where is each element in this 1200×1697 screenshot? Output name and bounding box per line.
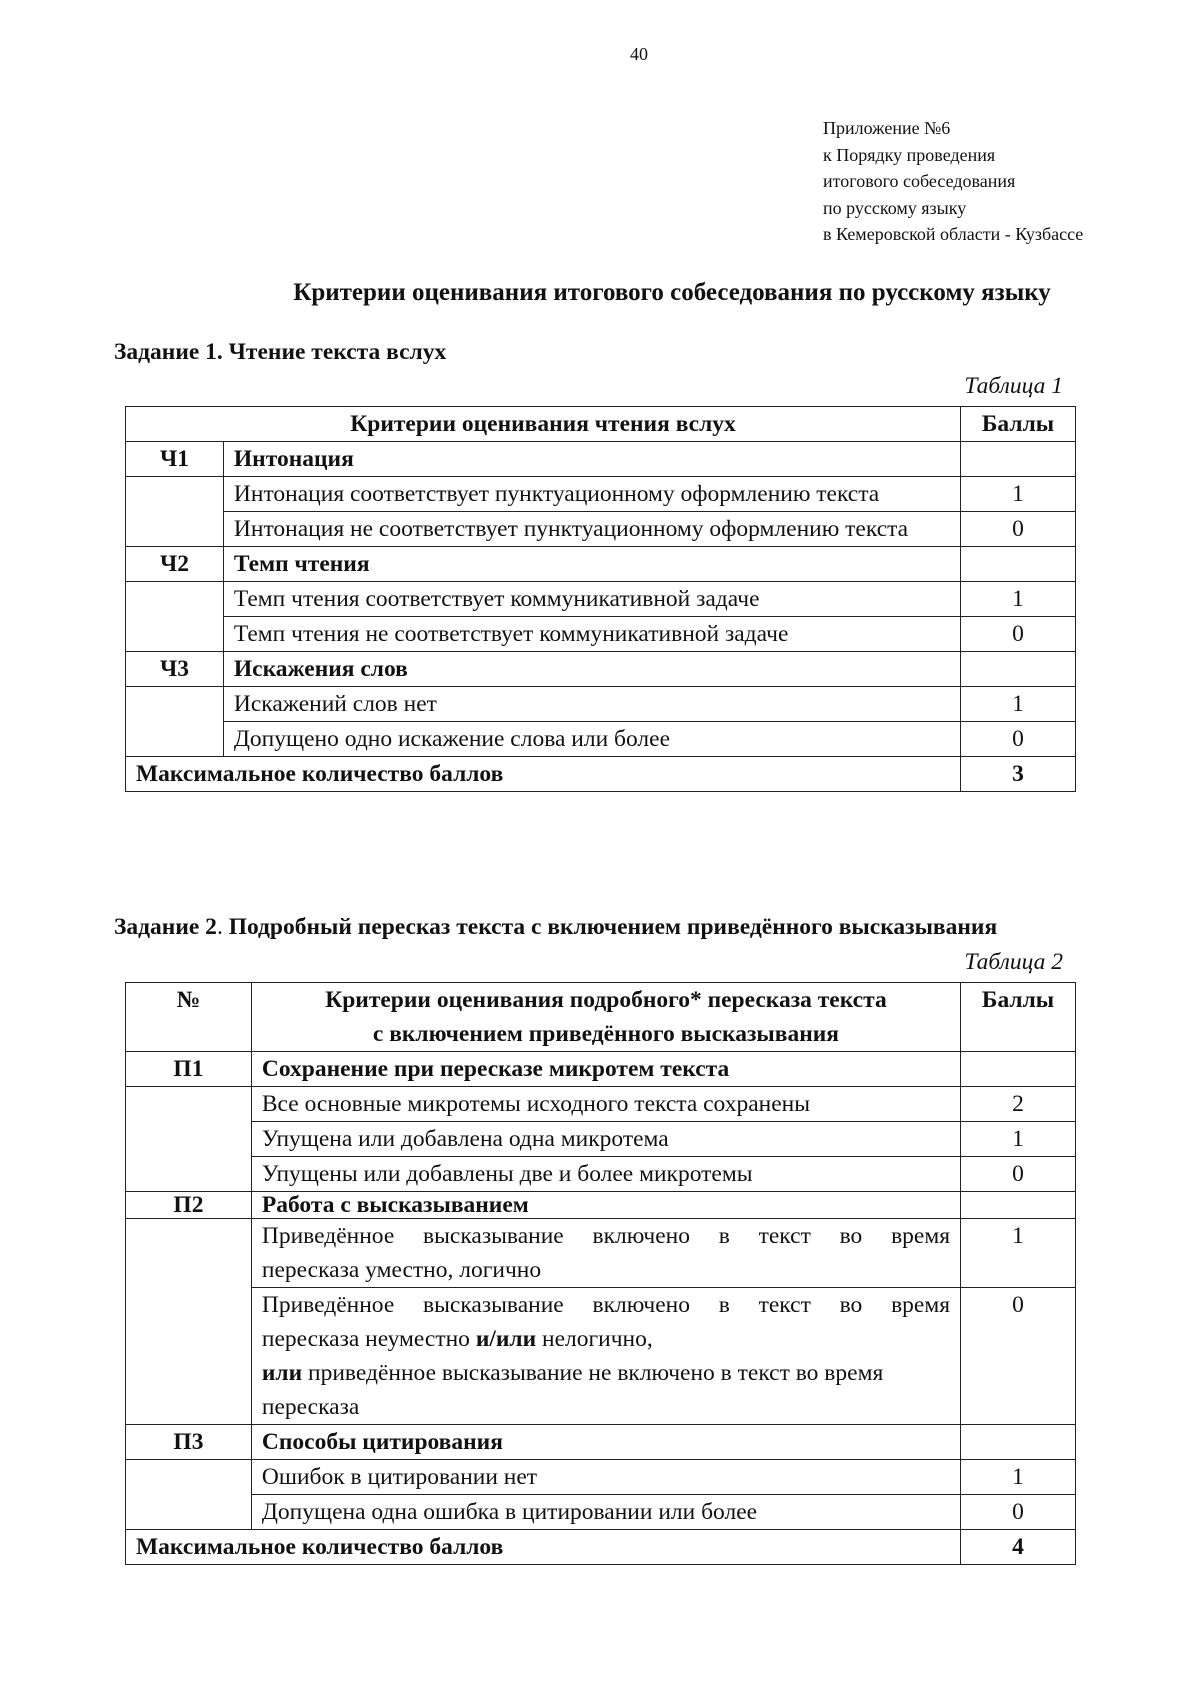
criterion-text: Интонация соответствует пунктуационному оформлению текста <box>223 477 960 512</box>
total-row <box>126 757 1076 792</box>
criterion-score: 1 <box>961 1219 1076 1288</box>
empty-cell <box>126 1219 252 1425</box>
criterion-name: Сохранение при пересказе микротем текста <box>251 1052 960 1087</box>
appendix-line: по русскому языку <box>823 197 967 218</box>
table-row <box>126 1157 1076 1192</box>
table-row <box>126 617 1076 652</box>
criterion-score: 0 <box>961 1157 1076 1192</box>
table-row <box>126 1495 1076 1530</box>
appendix-line: к Порядку проведения <box>823 144 996 165</box>
table-row <box>126 512 1076 547</box>
group-row <box>126 652 1076 687</box>
table-row <box>126 582 1076 617</box>
table2-label: Таблица 2 <box>964 949 1063 975</box>
criterion-text-line <box>262 1322 950 1356</box>
total-row <box>126 1530 1076 1565</box>
total-label: Максимальное количество баллов <box>126 1530 961 1565</box>
criterion-score: 0 <box>961 1288 1076 1425</box>
text-part: нелогично, <box>536 1326 653 1352</box>
criterion-code: Ч3 <box>126 652 224 687</box>
table-header-row <box>126 407 1076 442</box>
header-score: Баллы <box>961 407 1076 442</box>
table-row <box>126 477 1076 512</box>
empty-cell <box>126 582 224 652</box>
empty-cell <box>961 547 1076 582</box>
header-criteria-line: с включением приведённого высказывания <box>372 1021 840 1047</box>
header-criteria: Критерии оценивания чтения вслух <box>126 407 961 442</box>
criterion-text: Упущены или добавлены две и более микротемы <box>251 1157 960 1192</box>
criterion-text: Допущено одно искажение слова или более <box>223 722 960 757</box>
emphasis: и/или <box>475 1326 537 1352</box>
empty-cell <box>126 477 224 547</box>
group-row <box>126 547 1076 582</box>
group-row <box>126 1052 1076 1087</box>
criterion-score: 1 <box>961 1122 1076 1157</box>
criterion-code: П3 <box>126 1425 252 1460</box>
task2-heading-a: Задание 2 <box>114 914 217 940</box>
group-row <box>126 442 1076 477</box>
text-part: приведённое высказывание не включено в текст во время <box>302 1360 884 1386</box>
criterion-text-line: Приведённое высказывание включено в текст во время <box>261 1292 951 1318</box>
appendix-line: в Кемеровской области - Кузбассе <box>823 224 1084 244</box>
criterion-text-line: пересказа <box>261 1394 360 1420</box>
criterion-text: Ошибок в цитировании нет <box>251 1460 960 1495</box>
criterion-text: Темп чтения не соответствует коммуникативной задаче <box>223 617 960 652</box>
document-title: Критерии оценивания итогового собеседования по русскому языку <box>293 279 1051 306</box>
appendix-line: итогового собеседования <box>823 171 1016 191</box>
criterion-name: Работа с высказыванием <box>251 1192 960 1219</box>
header-criteria-line: Критерии оценивания подробного* пересказа текста <box>325 987 887 1013</box>
criterion-code: П1 <box>126 1052 252 1087</box>
header-num: № <box>126 983 252 1052</box>
criterion-name: Темп чтения <box>223 547 960 582</box>
group-row <box>126 1192 1076 1219</box>
task1-heading-text: Задание 1. Чтение текста вслух <box>114 339 447 365</box>
criterion-score: 1 <box>961 582 1076 617</box>
table-header-row <box>126 983 1076 1052</box>
total-label: Максимальное количество баллов <box>126 757 961 792</box>
table1 <box>125 406 1076 792</box>
text-part: пересказа неуместно <box>261 1326 476 1352</box>
criterion-score: 0 <box>961 722 1076 757</box>
table-row <box>126 1122 1076 1157</box>
table-row <box>126 1288 1076 1425</box>
empty-cell <box>126 687 224 757</box>
table-row <box>126 1460 1076 1495</box>
table1-label: Таблица 1 <box>964 373 1063 399</box>
emphasis: или <box>261 1360 303 1386</box>
criterion-text <box>251 1288 960 1425</box>
criterion-score: 0 <box>961 1495 1076 1530</box>
task2-heading <box>114 914 997 941</box>
criterion-code: П2 <box>126 1192 252 1219</box>
criterion-score: 1 <box>961 477 1076 512</box>
criterion-score: 0 <box>961 617 1076 652</box>
table2 <box>125 982 1076 1565</box>
criterion-text <box>251 1219 960 1288</box>
group-row <box>126 1425 1076 1460</box>
empty-cell <box>961 1425 1076 1460</box>
header-score: Баллы <box>961 983 1076 1052</box>
total-score: 3 <box>961 757 1076 792</box>
criterion-score: 1 <box>961 1460 1076 1495</box>
empty-cell <box>961 1052 1076 1087</box>
empty-cell <box>961 652 1076 687</box>
table-row <box>126 722 1076 757</box>
criterion-text: Упущена или добавлена одна микротема <box>251 1122 960 1157</box>
criterion-name: Интонация <box>223 442 960 477</box>
criterion-text-line: Приведённое высказывание включено в текст во время <box>261 1223 951 1249</box>
empty-cell <box>961 442 1076 477</box>
empty-cell <box>961 1192 1076 1219</box>
total-score: 4 <box>961 1530 1076 1565</box>
criterion-text-line <box>262 1356 950 1390</box>
criterion-score: 1 <box>961 687 1076 722</box>
criterion-score: 0 <box>961 512 1076 547</box>
criterion-code: Ч1 <box>126 442 224 477</box>
criterion-text: Интонация не соответствует пунктуационному оформлению текста <box>223 512 960 547</box>
task2-heading-b: Подробный пересказ текста с включением приведённого высказывания <box>228 914 998 940</box>
criterion-text: Темп чтения соответствует коммуникативной задаче <box>223 582 960 617</box>
table-row <box>126 687 1076 722</box>
criterion-name: Способы цитирования <box>251 1425 960 1460</box>
appendix-note <box>823 115 1083 248</box>
criterion-score: 2 <box>961 1087 1076 1122</box>
table-row <box>126 1087 1076 1122</box>
criterion-text: Искажений слов нет <box>223 687 960 722</box>
appendix-line: Приложение №6 <box>823 118 951 138</box>
criterion-text: Допущена одна ошибка в цитировании или более <box>251 1495 960 1530</box>
header-criteria <box>251 983 960 1052</box>
page-number: 40 <box>630 44 648 64</box>
criterion-name: Искажения слов <box>223 652 960 687</box>
task2-heading-sep: . <box>216 914 229 940</box>
task1-heading <box>114 339 446 366</box>
empty-cell <box>126 1087 252 1192</box>
criterion-text-line: пересказа уместно, логично <box>261 1257 542 1283</box>
criterion-code: Ч2 <box>126 547 224 582</box>
table-row <box>126 1219 1076 1288</box>
empty-cell <box>126 1460 252 1530</box>
criterion-text: Все основные микротемы исходного текста сохранены <box>251 1087 960 1122</box>
